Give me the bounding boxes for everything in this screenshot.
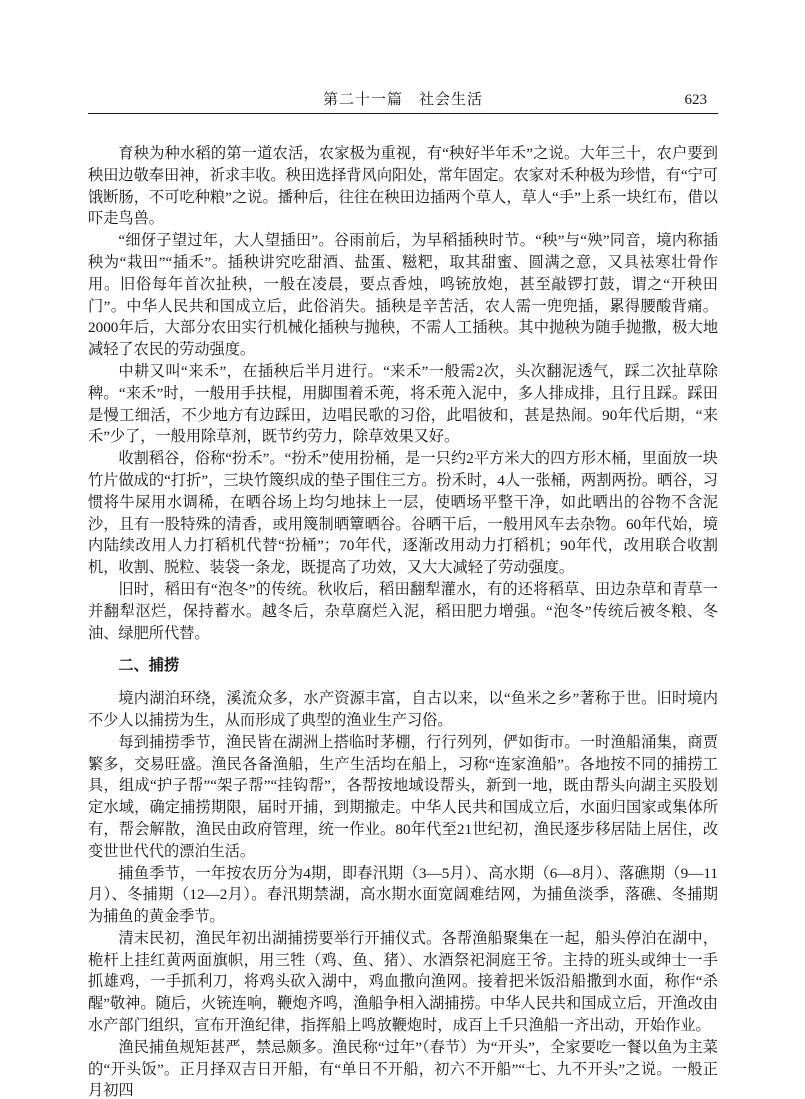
paragraph: 中耕又叫“来禾”，在插秧后半月进行。“来禾”一般需2次，头次翻泥透气，踩二次扯草除稗。“来禾”时，一般用手扶棍，用脚围着禾蔸，将禾蔸入泥中，多人排成排，且行且踩。踩田是慢工细活，不少地方有边踩田，边唱民歌的习俗，此唱彼和，甚是热闹。90年代后期，“来禾”少了，一般用除草剂，既节约劳力，除草效果又好。 <box>88 362 718 446</box>
body-text <box>88 143 718 1099</box>
section-heading-fishing: 二、捕捞 <box>118 657 180 675</box>
paragraph: 捕鱼季节，一年按农历分为4期，即春汛期（3—5月）、高水期（6—8月）、落礁期（9—11月）、冬捕期（12—2月）。春汛期禁湖，高水期水面宽阔难结网，为捕鱼淡季，落礁、冬捕期为捕鱼的黄金季节。 <box>88 864 718 926</box>
page-content <box>88 92 718 1099</box>
chapter-title: 第二十一篇 社会生活 <box>322 92 484 108</box>
paragraph: 收割稻谷，俗称“扮禾”。“扮禾”使用扮桶，是一只约2平方米大的四方形木桶，里面放一块竹片做成的“打折”，三块竹篾织成的垫子围住三方。扮禾时，4人一张桶，两割两扮。晒谷，习惯将牛屎用水调稀，在晒谷场上均匀地抹上一层，使晒场平整干净，如此晒出的谷物不含泥沙，且有一股特殊的清香，或用篾制晒簟晒谷。谷晒干后，一般用风车去杂物。60年代始，境内陆续改用人力打稻机代替“扮桶”；70年代，逐渐改用动力打稻机；90年代，改用联合收割机，收割、脱粒、装袋一条龙，既提高了功效，又大大减轻了劳动强度。 <box>88 450 718 577</box>
paragraph: 境内湖泊环绕，溪流众多，水产资源丰富，自古以来，以“鱼米之乡”著称于世。旧时境内不少人以捕捞为生，从而形成了典型的渔业生产习俗。 <box>88 690 718 729</box>
paragraph: 育秧为种水稻的第一道农活，农家极为重视，有“秧好半年禾”之说。大年三十，农户要到秧田边敬奉田神，祈求丰收。秧田选择背风向阳处，常年固定。农家对禾种极为珍惜，有“宁可饿断肠，不可吃种粮”之说。播种后，往往在秧田边插两个草人，草人“手”上系一块红布，借以吓走鸟兽。 <box>88 145 718 228</box>
running-header <box>88 92 718 114</box>
page-number: 623 <box>684 92 707 108</box>
paragraph: 每到捕捞季节，渔民皆在湖洲上搭临时茅棚，行行列列，俨如街市。一时渔船涌集，商贾繁多，交易旺盛。渔民各备渔船，生产生活均在船上，习称“连家渔船”。各地按不同的捕捞工具，组成“护子帮”“架子帮”“挂钩帮”，各帮按地域设帮头，新到一地，既由帮头向湖主买股划定水域，确定捕捞期限，届时开捕，到期撤走。中华人民共和国成立后，水面归国家或集体所有，帮会解散，渔民由政府管理，统一作业。80年代至21世纪初，渔民逐步移居陆上居住，改变世世代代的漂泊生活。 <box>88 733 718 860</box>
paragraph: “细伢子望过年，大人望插田”。谷雨前后，为早稻插秧时节。“秧”与“殃”同音，境内称插秧为“栽田”“插禾”。插秧讲究吃甜酒、盐蛋、糍粑，取其甜蜜、圆满之意，又具袪寒壮骨作用。旧俗每年首次扯秧，一般在凌晨，要点香烛，鸣铳放炮，甚至敲锣打鼓，谓之“开秧田门”。中华人民共和国成立后，此俗消失。插秧是辛苦活，农人需一兜兜插，累得腰酸背痛。2000年后，大部分农田实行机械化插秧与抛秧，不需人工插秧。其中抛秧为随手抛撒，极大地减轻了农民的劳动强度。 <box>88 232 718 359</box>
paragraph: 清末民初，渔民年初出湖捕捞要举行开捕仪式。各帮渔船聚集在一起，船头停泊在湖中，桅杆上挂红黄两面旗帜，用三牲（鸡、鱼、猪）、水酒祭祀洞庭王爷。主持的班头或绅士一手抓雄鸡，一手抓利刀，将鸡头砍入湖中，鸡血撒向渔网。接着把米饭沿船撒到水面，称作“杀醒”敬神。随后，火铳连响，鞭炮齐鸣，渔船争相入湖捕捞。中华人民共和国成立后，开渔改由水产部门组织，宣布开渔纪律，指挥船上鸣放鞭炮时，成百上千只渔船一齐出动，开始作业。 <box>88 929 718 1035</box>
paragraph: 渔民捕鱼规矩甚严，禁忌颇多。渔民称“过年”（春节）为“开头”，全家要吃一餐以鱼为主菜的“开头饭”。正月择双吉日开船，有“单日不开船，初六不开船”“七、九不开头”之说。一般正月初四 <box>88 1038 718 1099</box>
paragraph: 旧时，稻田有“泡冬”的传统。秋收后，稻田翻犁灌水，有的还将稻草、田边杂草和青草一并翻犁沤烂，保持蓄水。越冬后，杂草腐烂入泥，稻田肥力增强。“泡冬”传统后被冬粮、冬油、绿肥所代替。 <box>88 580 718 642</box>
